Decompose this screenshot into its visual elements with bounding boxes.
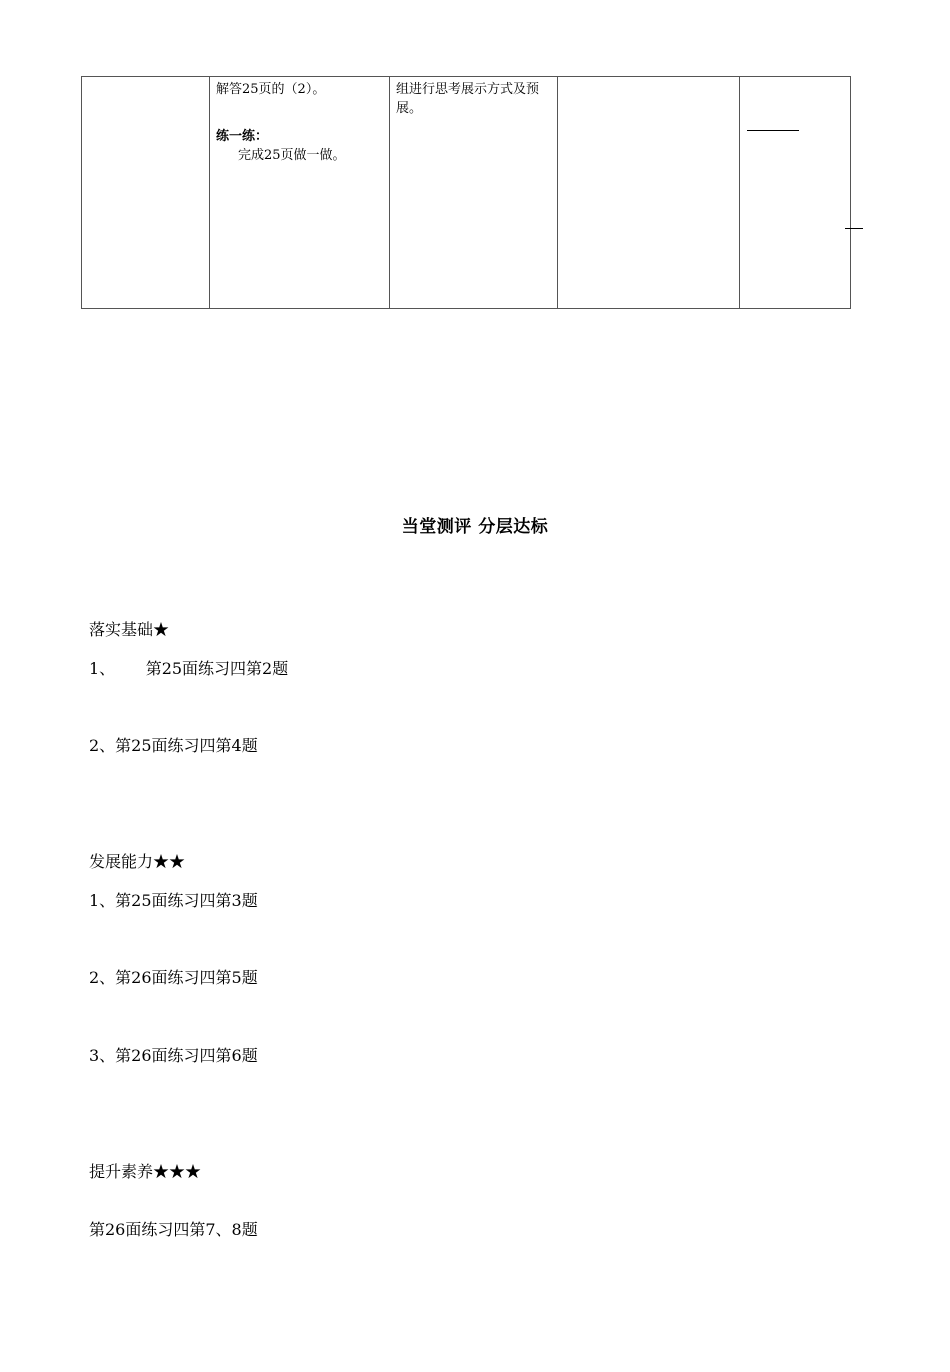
basic-item-2: 2、第25面练习四第4题 (89, 736, 258, 755)
table-cell-activity (390, 77, 558, 309)
table-row (82, 77, 851, 309)
content-line: 解答25页的（2）。 (216, 82, 326, 97)
basic-heading: 落实基础★ (89, 620, 170, 639)
develop-heading: 发展能力★★ (89, 852, 186, 871)
develop-item-3: 3、第26面练习四第6题 (89, 1046, 258, 1065)
table-cell-notes (740, 77, 851, 309)
develop-item-1: 1、第25面练习四第3题 (89, 891, 258, 910)
improve-heading: 提升素养★★★ (89, 1162, 202, 1181)
edge-tick-mark (845, 228, 863, 229)
table-cell-empty (558, 77, 740, 309)
spacer (216, 99, 383, 127)
activity-text: 组进行思考展示方式及预展。 (396, 82, 540, 116)
lesson-plan-table (81, 76, 851, 309)
practice-text: 完成25页做一做。 (238, 148, 346, 163)
practice-heading: 练一练： (216, 129, 269, 144)
basic-item-1: 1、 第25面练习四第2题 (89, 659, 289, 678)
improve-item-1: 第26面练习四第7、8题 (89, 1220, 258, 1239)
section-title: 当堂测评 分层达标 (401, 517, 549, 537)
table-cell-stage (82, 77, 210, 309)
develop-item-2: 2、第26面练习四第5题 (89, 968, 258, 987)
table-cell-content (210, 77, 390, 309)
fill-in-blank-line (747, 130, 799, 131)
